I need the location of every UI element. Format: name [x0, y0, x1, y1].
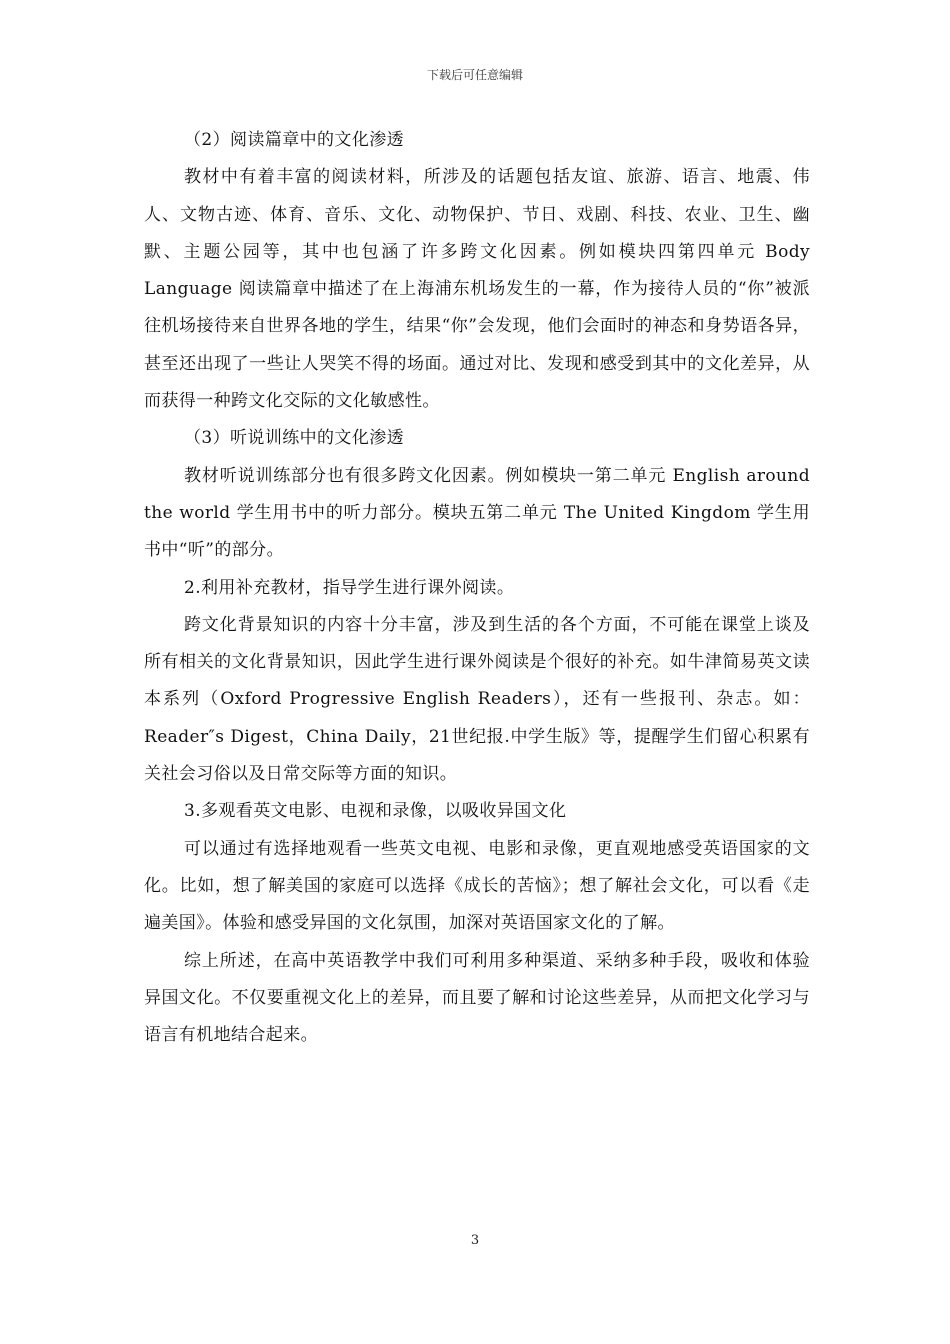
- page-number: 3: [470, 1233, 480, 1248]
- document-body: [144, 122, 810, 1054]
- paragraph-supplementary: 跨文化背景知识的内容十分丰富，涉及到生活的各个方面，不可能在课堂上谈及所有相关的文化背景知识，因此学生进行课外阅读是个很好的补充。如牛津简易英文读本系列（Oxford Progressive English Readers），还有一些报刊、杂志。如：Reader″s Digest，China Daily，21世纪报.中学生版》等，提醒学生们留心积累有关社会习俗以及日常交际等方面的知识。: [144, 614, 810, 785]
- header-note: 下载后可任意编辑: [426, 68, 523, 82]
- subheading-supplementary: 2.利用补充教材，指导学生进行课外阅读。: [184, 577, 515, 598]
- paragraph-listening: 教材听说训练部分也有很多跨文化因素。例如模块一第二单元 English around the world 学生用书中的听力部分。模块五第二单元 The United Kingdom 学生用书中“听”的部分。: [144, 465, 810, 561]
- paragraph-conclusion: 综上所述，在高中英语教学中我们可利用多种渠道、采纳多种手段，吸收和体验异国文化。不仅要重视文化上的差异，而且要了解和讨论这些差异，从而把文化学习与语言有机地结合起来。: [144, 950, 810, 1046]
- subheading-reading: （2）阅读篇章中的文化渗透: [184, 130, 405, 150]
- subheading-films: 3.多观看英文电影、电视和录像，以吸收异国文化: [184, 801, 567, 822]
- paragraph-reading: 教材中有着丰富的阅读材料，所涉及的话题包括友谊、旅游、语言、地震、伟人、文物古迹、体育、音乐、文化、动物保护、节日、戏剧、科技、农业、卫生、幽默、主题公园等，其中也包涵了许多跨文化因素。例如模块四第四单元 Body Language 阅读篇章中描述了在上海浦东机场发生的一幕，作为接待人员的“你”被派往机场接待来自世界各地的学生，结果“你”会发现，他们会面时的神态和身势语各异，甚至还出现了一些让人哭笑不得的场面。通过对比、发现和感受到其中的文化差异，从而获得一种跨文化交际的文化敏感性。: [144, 167, 810, 412]
- subheading-listening: （3）听说训练中的文化渗透: [184, 428, 405, 449]
- paragraph-films: 可以通过有选择地观看一些英文电视、电影和录像，更直观地感受英语国家的文化。比如，想了解美国的家庭可以选择《成长的苦恼》；想了解社会文化，可以看《走遍美国》。体验和感受异国的文化氛围，加深对英语国家文化的了解。: [144, 838, 810, 934]
